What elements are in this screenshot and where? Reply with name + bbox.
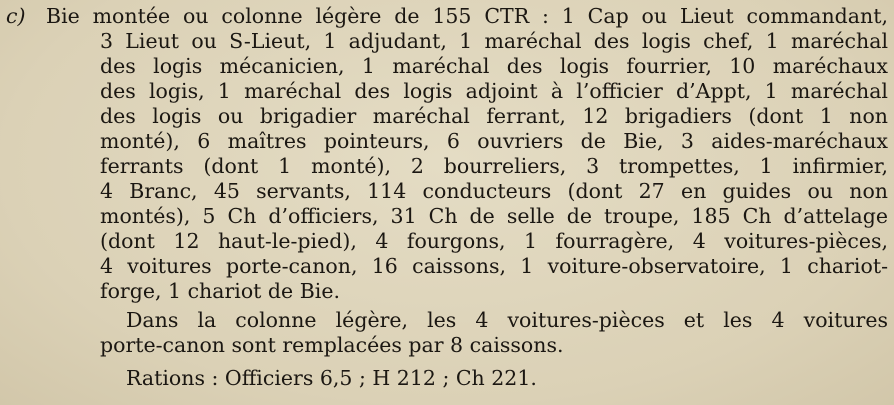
section-marker: c)	[6, 4, 26, 28]
text-line: 3 Lieut ou S-Lieut, 1 adjudant, 1 maréchal des logis chef, 1 maréchal	[100, 29, 888, 53]
text-line: montés), 5 Ch d’officiers, 31 Ch de selle de troupe, 185 Ch d’attelage	[100, 204, 888, 228]
text-line: des logis mécanicien, 1 maréchal des logis fourrier, 10 maréchaux	[100, 54, 888, 78]
text-line: des logis ou brigadier maréchal ferrant, 12 brigadiers (dont 1 non	[100, 104, 888, 128]
text-line: ferrants (dont 1 monté), 2 bourreliers, 3 trompettes, 1 infirmier,	[100, 154, 888, 178]
text-line: des logis, 1 maréchal des logis adjoint à l’officier d’Appt, 1 maréchal	[100, 79, 888, 103]
text-line: forge, 1 chariot de Bie.	[100, 279, 340, 303]
text-line: Bie montée ou colonne légère de 155 CTR : 1 Cap ou Lieut commandant,	[46, 4, 888, 28]
text-line: 4 Branc, 45 servants, 114 conducteurs (dont 27 en guides ou non	[100, 179, 888, 203]
text-line: (dont 12 haut-le-pied), 4 fourgons, 1 fourragère, 4 voitures-pièces,	[100, 229, 888, 253]
text-line: Dans la colonne légère, les 4 voitures-pièces et les 4 voitures	[126, 308, 888, 332]
text-line: porte-canon sont remplacées par 8 caissons.	[100, 333, 564, 357]
text-line: monté), 6 maîtres pointeurs, 6 ouvriers de Bie, 3 aides-maréchaux	[100, 129, 888, 153]
text-line: 4 voitures porte-canon, 16 caissons, 1 voiture-observatoire, 1 chariot-	[100, 254, 888, 278]
text-line: Rations : Officiers 6,5 ; H 212 ; Ch 221.	[126, 366, 537, 390]
